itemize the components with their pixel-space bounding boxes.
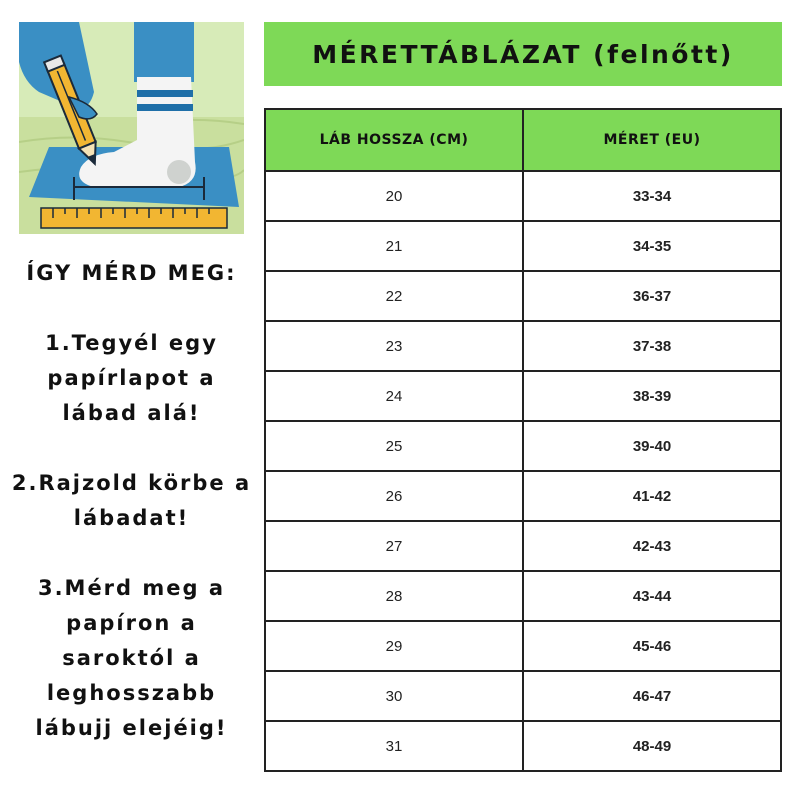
table-row xyxy=(265,421,781,471)
instruction-step-1: 1.Tegyél egy papírlapot a lábad alá! xyxy=(45,331,218,425)
instruction-step-2: 2.Rajzold körbe a lábadat! xyxy=(11,471,252,530)
eu-size-cell: 33-34 xyxy=(523,171,781,221)
table-row xyxy=(265,671,781,721)
table-row xyxy=(265,571,781,621)
table-row xyxy=(265,321,781,371)
table-row xyxy=(265,371,781,421)
foot-measuring-illustration xyxy=(19,22,244,234)
eu-size-cell: 38-39 xyxy=(523,371,781,421)
table-row xyxy=(265,721,781,771)
eu-size-cell: 43-44 xyxy=(523,571,781,621)
eu-size-cell: 36-37 xyxy=(523,271,781,321)
foot-length-cell: 31 xyxy=(265,721,523,771)
eu-size-cell: 46-47 xyxy=(523,671,781,721)
foot-length-cell: 20 xyxy=(265,171,523,221)
foot-length-cell: 24 xyxy=(265,371,523,421)
table-row xyxy=(265,271,781,321)
eu-size-cell: 42-43 xyxy=(523,521,781,571)
instruction-step-3: 3.Mérd meg a papíron a saroktól a leghosszabb lábujj elejéig! xyxy=(35,576,228,740)
table-row xyxy=(265,171,781,221)
foot-length-cell: 27 xyxy=(265,521,523,571)
table-header-row xyxy=(265,109,781,171)
foot-length-cell: 29 xyxy=(265,621,523,671)
header-foot-length: LÁB HOSSZA (CM) xyxy=(265,109,523,171)
foot-length-cell: 22 xyxy=(265,271,523,321)
foot-length-cell: 21 xyxy=(265,221,523,271)
foot-length-cell: 25 xyxy=(265,421,523,471)
eu-size-cell: 37-38 xyxy=(523,321,781,371)
eu-size-cell: 34-35 xyxy=(523,221,781,271)
table-row xyxy=(265,221,781,271)
table-row xyxy=(265,471,781,521)
foot-length-cell: 26 xyxy=(265,471,523,521)
foot-length-cell: 23 xyxy=(265,321,523,371)
eu-size-cell: 39-40 xyxy=(523,421,781,471)
size-chart-table xyxy=(264,108,782,772)
table-row xyxy=(265,521,781,571)
page-title: MÉRETTÁBLÁZAT (felnőtt) xyxy=(312,39,734,69)
foot-length-cell: 30 xyxy=(265,671,523,721)
page-title-bar xyxy=(264,22,782,86)
table-row xyxy=(265,621,781,671)
instructions-heading: ÍGY MÉRD MEG: xyxy=(26,261,237,285)
eu-size-cell: 41-42 xyxy=(523,471,781,521)
foot-measuring-illustration-icon xyxy=(19,22,244,234)
header-eu-size: MÉRET (EU) xyxy=(523,109,781,171)
eu-size-cell: 48-49 xyxy=(523,721,781,771)
foot-length-cell: 28 xyxy=(265,571,523,621)
eu-size-cell: 45-46 xyxy=(523,621,781,671)
measuring-instructions xyxy=(10,256,253,746)
